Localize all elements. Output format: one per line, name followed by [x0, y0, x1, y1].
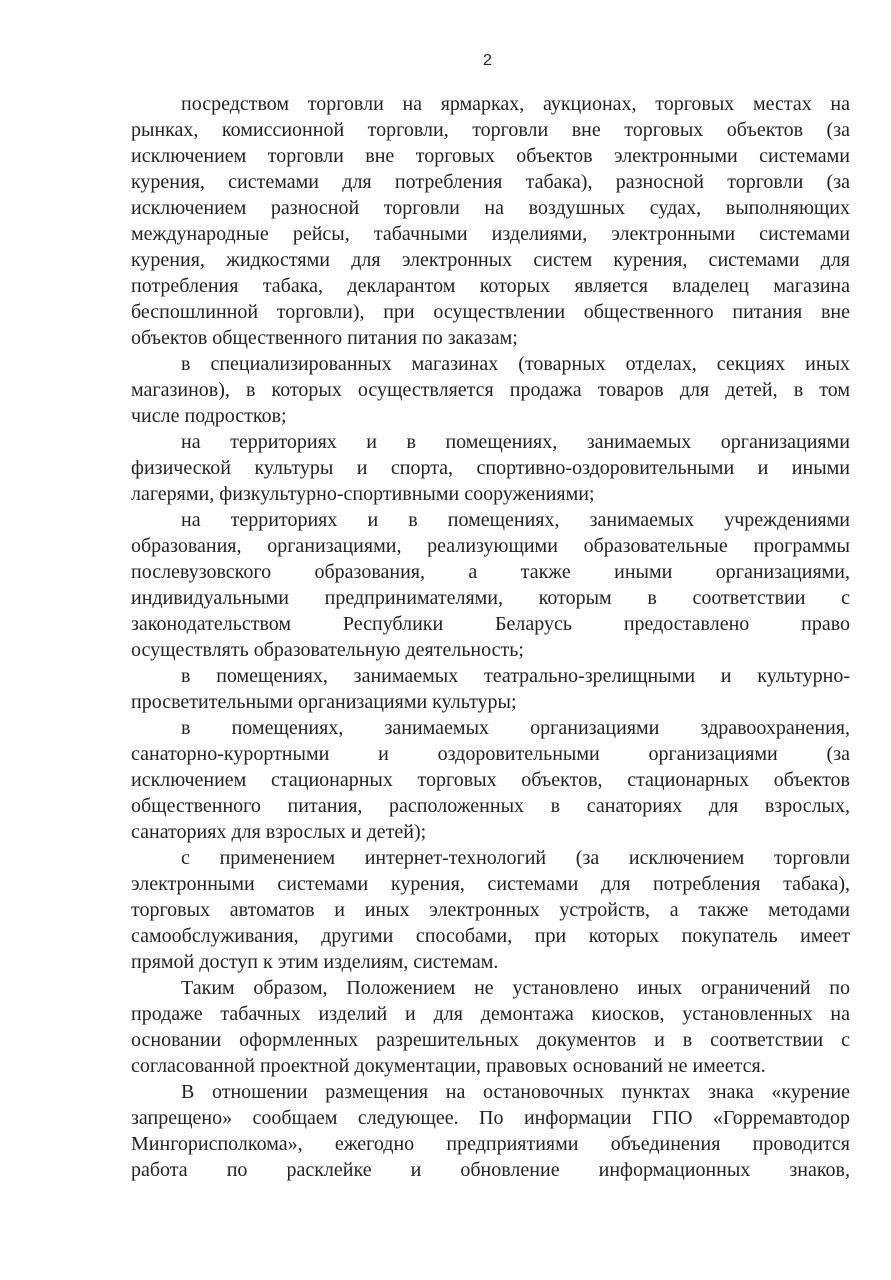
- text-line: на территориях и в помещениях, занимаемых организациями: [181, 431, 850, 453]
- text-line: исключением торговли вне торговых объектов электронными системами: [131, 145, 850, 167]
- text-line: основании оформленных разрешительных документов и в соответствии с: [131, 1029, 850, 1051]
- text-line: продаже табачных изделий и для демонтажа киосков, установленных на: [131, 1003, 850, 1025]
- text-line: исключением разносной торговли на воздушных судах, выполняющих: [131, 197, 850, 219]
- text-line: магазинов), в которых осуществляется продажа товаров для детей, в том: [131, 379, 850, 401]
- text-line: международные рейсы, табачными изделиями, электронными системами: [131, 223, 850, 245]
- paragraph: [131, 351, 850, 429]
- text-line: физической культуры и спорта, спортивно-оздоровительными и иными: [131, 457, 850, 479]
- text-line: рынках, комиссионной торговли, торговли вне торговых объектов (за: [131, 119, 850, 141]
- text-line: прямой доступ к этим изделиям, системам.: [131, 951, 499, 973]
- text-line: работа по расклейке и обновление информационных знаков,: [131, 1159, 850, 1181]
- text-line: объектов общественного питания по заказам;: [131, 327, 518, 349]
- text-line: торговых автоматов и иных электронных устройств, а также методами: [131, 899, 850, 921]
- text-line: потребления табака, декларантом которых является владелец магазина: [131, 275, 850, 297]
- text-line: исключением стационарных торговых объектов, стационарных объектов: [131, 769, 850, 791]
- text-line: посредством торговли на ярмарках, аукционах, торговых местах на: [181, 93, 850, 115]
- text-line: электронными системами курения, системами для потребления табака),: [131, 873, 850, 895]
- text-line: запрещено» сообщаем следующее. По информации ГПО «Горремавтодор: [131, 1107, 850, 1129]
- paragraph: [131, 429, 850, 507]
- text-line: образования, организациями, реализующими образовательные программы: [131, 535, 850, 557]
- paragraph: [131, 715, 850, 845]
- text-line: послевузовского образования, а также иными организациями,: [131, 561, 850, 583]
- text-line: в помещениях, занимаемых театрально-зрелищными и культурно-: [181, 665, 850, 687]
- text-line: согласованной проектной документации, правовых оснований не имеется.: [131, 1055, 766, 1077]
- text-line: просветительными организациями культуры;: [131, 691, 517, 713]
- text-line: санаториях для взрослых и детей);: [131, 821, 427, 843]
- page-number: 2: [483, 52, 492, 69]
- text-line: беспошлинной торговли), при осуществлении общественного питания вне: [131, 301, 850, 323]
- text-line: в помещениях, занимаемых организациями здравоохранения,: [181, 717, 850, 739]
- paragraph: [131, 663, 850, 715]
- paragraph: [131, 975, 850, 1079]
- paragraph: [131, 507, 850, 663]
- text-line: Таким образом, Положением не установлено иных ограничений по: [181, 977, 850, 999]
- text-line: с применением интернет-технологий (за исключением торговли: [181, 847, 850, 869]
- text-line: в специализированных магазинах (товарных отделах, секциях иных: [181, 353, 850, 375]
- text-line: санаторно-курортными и оздоровительными организациями (за: [131, 743, 850, 765]
- text-line: самообслуживания, другими способами, при которых покупатель имеет: [131, 925, 850, 947]
- text-line: индивидуальными предпринимателями, которым в соответствии с: [131, 587, 850, 609]
- text-line: осуществлять образовательную деятельность;: [131, 639, 524, 661]
- text-line: курения, системами для потребления табака), разносной торговли (за: [131, 171, 850, 193]
- paragraph: [131, 91, 850, 351]
- text-line: Мингорисполкома», ежегодно предприятиями объединения проводится: [131, 1133, 850, 1155]
- text-line: В отношении размещения на остановочных пунктах знака «курение: [181, 1081, 850, 1103]
- paragraph: [131, 1079, 850, 1183]
- text-line: общественного питания, расположенных в санаториях для взрослых,: [131, 795, 850, 817]
- text-line: законодательством Республики Беларусь предоставлено право: [131, 613, 850, 635]
- text-line: на территориях и в помещениях, занимаемых учреждениями: [181, 509, 850, 531]
- document-body: [131, 91, 850, 1183]
- text-line: числе подростков;: [131, 405, 287, 427]
- text-line: лагерями, физкультурно-спортивными сооружениями;: [131, 483, 595, 505]
- paragraph: [131, 845, 850, 975]
- text-line: курения, жидкостями для электронных систем курения, системами для: [131, 249, 850, 271]
